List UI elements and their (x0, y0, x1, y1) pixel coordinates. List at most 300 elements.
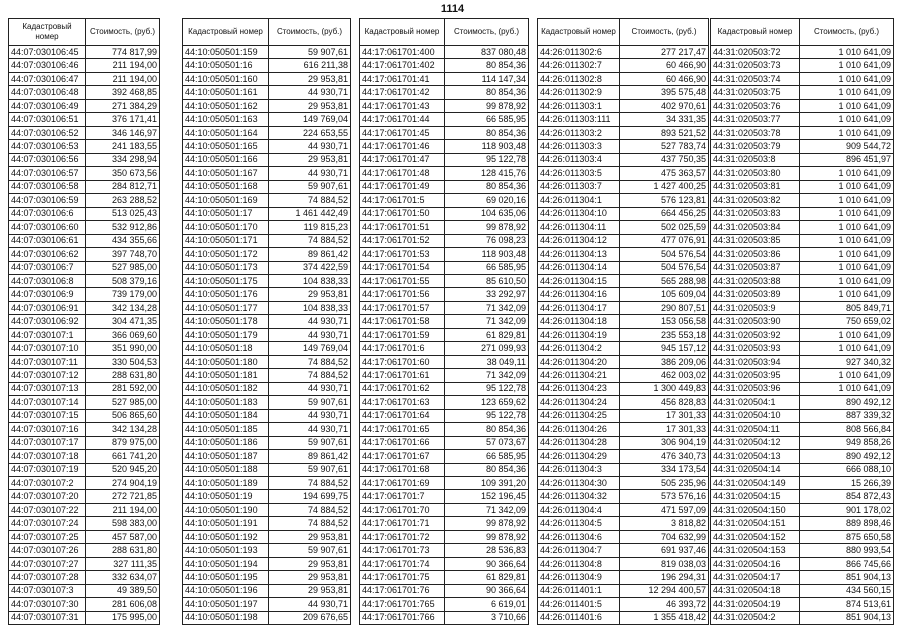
cadastral-number-cell: 44:07:030107:3 (9, 584, 86, 597)
cost-cell: 95 122,78 (445, 153, 529, 166)
cost-cell: 750 659,02 (800, 315, 894, 328)
cadastral-number-cell: 44:10:050501:197 (183, 598, 269, 611)
cadastral-number-cell: 44:17:061701:46 (360, 140, 445, 153)
header-cost: Стоимость, (руб.) (620, 19, 709, 46)
cadastral-number-cell: 44:31:020503:73 (711, 59, 800, 72)
cadastral-number-cell: 44:26:011304:6 (538, 530, 620, 543)
cadastral-number-cell: 44:31:020503:74 (711, 72, 800, 85)
table-row (711, 490, 894, 503)
cadastral-number-cell: 44:07:030107:18 (9, 450, 86, 463)
cost-cell: 527 985,00 (86, 396, 160, 409)
cost-cell: 477 076,91 (620, 234, 709, 247)
cadastral-number-cell: 44:17:061701:68 (360, 463, 445, 476)
table-row (711, 207, 894, 220)
cadastral-number-cell: 44:10:050501:167 (183, 167, 269, 180)
cadastral-number-cell: 44:07:030106:57 (9, 167, 86, 180)
table-row (360, 423, 529, 436)
cadastral-number-cell: 44:07:030106:53 (9, 140, 86, 153)
cadastral-number-cell: 44:17:061701:66 (360, 436, 445, 449)
cost-cell: 274 904,19 (86, 477, 160, 490)
cadastral-number-cell: 44:17:061701:55 (360, 274, 445, 287)
cadastral-number-cell: 44:31:020503:95 (711, 369, 800, 382)
table-row (711, 261, 894, 274)
cost-cell: 241 183,55 (86, 140, 160, 153)
cadastral-number-cell: 44:26:011304:24 (538, 396, 620, 409)
cost-cell: 350 673,56 (86, 167, 160, 180)
cost-cell: 80 854,36 (445, 180, 529, 193)
table-row (360, 167, 529, 180)
table-row (360, 86, 529, 99)
table-row (538, 450, 709, 463)
table-row (9, 59, 160, 72)
table-row (9, 288, 160, 301)
header-cadastral-number: Кадастровый номер (538, 19, 620, 46)
cost-cell: 74 884,52 (269, 355, 351, 368)
table-row (9, 477, 160, 490)
table-row (360, 59, 529, 72)
table-row (9, 180, 160, 193)
cadastral-number-cell: 44:26:011304:7 (538, 544, 620, 557)
cost-cell: 61 829,81 (445, 571, 529, 584)
cost-cell: 819 038,03 (620, 557, 709, 570)
table-row (9, 571, 160, 584)
table-header-row (360, 19, 529, 46)
cost-cell: 66 585,95 (445, 261, 529, 274)
table-row (9, 598, 160, 611)
table-row (183, 261, 351, 274)
cost-cell: 704 632,99 (620, 530, 709, 543)
table-row (711, 126, 894, 139)
cadastral-number-cell: 44:31:020503:83 (711, 207, 800, 220)
cost-cell: 945 157,12 (620, 342, 709, 355)
table-row (360, 463, 529, 476)
cost-cell: 3 818,82 (620, 517, 709, 530)
table-row (360, 598, 529, 611)
table-row (711, 517, 894, 530)
cost-cell: 306 904,19 (620, 436, 709, 449)
cadastral-number-cell: 44:07:030107:12 (9, 369, 86, 382)
cost-cell: 224 653,55 (269, 126, 351, 139)
cadastral-number-cell: 44:10:050501:181 (183, 369, 269, 382)
table-row (183, 221, 351, 234)
cadastral-number-cell: 44:17:061701:60 (360, 355, 445, 368)
table-row (538, 530, 709, 543)
cadastral-number-cell: 44:07:030107:14 (9, 396, 86, 409)
table-row (711, 584, 894, 597)
cadastral-number-cell: 44:07:030106:8 (9, 274, 86, 287)
table-row (711, 140, 894, 153)
cadastral-number-cell: 44:31:020504:15 (711, 490, 800, 503)
cost-cell: 211 194,00 (86, 503, 160, 516)
cost-cell: 281 592,00 (86, 382, 160, 395)
cadastral-number-cell: 44:10:050501:195 (183, 571, 269, 584)
cadastral-number-cell: 44:07:030106:60 (9, 221, 86, 234)
table-row (538, 355, 709, 368)
header-cost: Стоимость, (руб.) (269, 19, 351, 46)
cost-cell: 99 878,92 (445, 530, 529, 543)
cadastral-number-cell: 44:31:020504:13 (711, 450, 800, 463)
table-row (360, 153, 529, 166)
cadastral-number-cell: 44:07:030106:59 (9, 194, 86, 207)
cost-cell: 1 427 400,25 (620, 180, 709, 193)
cost-cell: 887 339,32 (800, 409, 894, 422)
cost-cell: 327 111,35 (86, 557, 160, 570)
table-row (360, 571, 529, 584)
cadastral-number-cell: 44:17:061701:6 (360, 342, 445, 355)
table-row (9, 328, 160, 341)
cadastral-number-cell: 44:17:061701:53 (360, 248, 445, 261)
cadastral-number-cell: 44:26:011304:16 (538, 288, 620, 301)
cost-cell: 332 634,07 (86, 571, 160, 584)
cost-cell: 774 817,99 (86, 46, 160, 59)
table-row (711, 436, 894, 449)
cadastral-number-cell: 44:10:050501:193 (183, 544, 269, 557)
table-row (9, 396, 160, 409)
cadastral-number-cell: 44:17:061701:62 (360, 382, 445, 395)
cadastral-number-cell: 44:17:061701:41 (360, 72, 445, 85)
cadastral-number-cell: 44:17:061701:42 (360, 86, 445, 99)
cost-cell: 80 854,36 (445, 126, 529, 139)
cadastral-number-cell: 44:31:020504:10 (711, 409, 800, 422)
cost-cell: 194 699,75 (269, 490, 351, 503)
cadastral-number-cell: 44:26:011302:6 (538, 46, 620, 59)
cadastral-number-cell: 44:10:050501:176 (183, 288, 269, 301)
cost-cell: 527 783,74 (620, 140, 709, 153)
table-row (183, 503, 351, 516)
cadastral-number-cell: 44:17:061701:45 (360, 126, 445, 139)
cost-cell: 44 930,71 (269, 167, 351, 180)
cadastral-number-cell: 44:07:030107:25 (9, 530, 86, 543)
table-row (538, 59, 709, 72)
cost-cell: 277 217,47 (620, 46, 709, 59)
table-row (711, 234, 894, 247)
table-row (183, 396, 351, 409)
cadastral-number-cell: 44:17:061701:7 (360, 490, 445, 503)
cost-cell: 44 930,71 (269, 328, 351, 341)
table-row (183, 342, 351, 355)
cadastral-number-cell: 44:26:011302:9 (538, 86, 620, 99)
cadastral-number-cell: 44:31:020503:85 (711, 234, 800, 247)
cadastral-number-cell: 44:26:011304:21 (538, 369, 620, 382)
table-row (183, 557, 351, 570)
table-row (183, 140, 351, 153)
cost-cell: 44 930,71 (269, 382, 351, 395)
cadastral-number-cell: 44:10:050501:18 (183, 342, 269, 355)
cost-cell: 334 173,54 (620, 463, 709, 476)
table-row (538, 140, 709, 153)
table-row (360, 301, 529, 314)
cadastral-number-cell: 44:26:011304:5 (538, 517, 620, 530)
cadastral-number-cell: 44:31:020503:88 (711, 274, 800, 287)
cost-cell: 456 828,83 (620, 396, 709, 409)
cadastral-number-cell: 44:10:050501:190 (183, 503, 269, 516)
table-row (9, 503, 160, 516)
cadastral-number-cell: 44:10:050501:194 (183, 557, 269, 570)
table-header-row (183, 19, 351, 46)
table-row (183, 99, 351, 112)
table-row (360, 180, 529, 193)
cost-cell: 128 415,76 (445, 167, 529, 180)
cadastral-number-cell: 44:07:030107:26 (9, 544, 86, 557)
table-row (538, 517, 709, 530)
cadastral-number-cell: 44:17:061701:63 (360, 396, 445, 409)
table-row (9, 248, 160, 261)
cadastral-number-cell: 44:26:011304:25 (538, 409, 620, 422)
cadastral-number-cell: 44:31:020503:72 (711, 46, 800, 59)
table-row (711, 557, 894, 570)
cost-cell: 152 196,45 (445, 490, 529, 503)
table-row (183, 477, 351, 490)
table-row (183, 153, 351, 166)
cadastral-number-cell: 44:17:061701:56 (360, 288, 445, 301)
cadastral-number-cell: 44:17:061701:73 (360, 544, 445, 557)
table-row (360, 288, 529, 301)
table-row (538, 423, 709, 436)
cost-cell: 342 134,28 (86, 301, 160, 314)
cost-cell: 29 953,81 (269, 557, 351, 570)
cost-cell: 397 748,70 (86, 248, 160, 261)
table-row (9, 463, 160, 476)
cadastral-number-cell: 44:10:050501:182 (183, 382, 269, 395)
table-row (538, 274, 709, 287)
table-row (360, 369, 529, 382)
cadastral-number-cell: 44:26:011304:4 (538, 503, 620, 516)
table-row (9, 355, 160, 368)
table-row (711, 423, 894, 436)
cadastral-number-cell: 44:17:061701:49 (360, 180, 445, 193)
cost-cell: 304 471,35 (86, 315, 160, 328)
table-row (711, 328, 894, 341)
table-row (9, 72, 160, 85)
table-row (360, 530, 529, 543)
cadastral-number-cell: 44:26:011304:10 (538, 207, 620, 220)
table-row (183, 207, 351, 220)
cost-cell: 288 631,80 (86, 369, 160, 382)
cadastral-number-cell: 44:07:030107:27 (9, 557, 86, 570)
cadastral-number-cell: 44:31:020504:11 (711, 423, 800, 436)
cadastral-number-cell: 44:17:061701:61 (360, 369, 445, 382)
cadastral-number-cell: 44:26:011304:8 (538, 557, 620, 570)
table-row (711, 72, 894, 85)
cost-cell: 386 209,06 (620, 355, 709, 368)
cadastral-number-cell: 44:31:020503:96 (711, 382, 800, 395)
table-row (9, 234, 160, 247)
cost-cell: 376 171,41 (86, 113, 160, 126)
cost-cell: 598 383,00 (86, 517, 160, 530)
cadastral-number-cell: 44:10:050501:160 (183, 72, 269, 85)
cadastral-number-cell: 44:10:050501:166 (183, 153, 269, 166)
cadastral-number-cell: 44:26:011302:8 (538, 72, 620, 85)
cadastral-number-cell: 44:07:030106:61 (9, 234, 86, 247)
table-row (711, 544, 894, 557)
cadastral-number-cell: 44:10:050501:168 (183, 180, 269, 193)
cost-cell: 76 098,23 (445, 234, 529, 247)
table-row (183, 301, 351, 314)
cost-cell: 1 010 641,09 (800, 207, 894, 220)
cost-cell: 118 903,48 (445, 140, 529, 153)
cost-cell: 1 010 641,09 (800, 369, 894, 382)
table-row (9, 126, 160, 139)
table-row (183, 409, 351, 422)
cost-cell: 118 903,48 (445, 248, 529, 261)
cost-cell: 1 010 641,09 (800, 59, 894, 72)
cadastral-number-cell: 44:17:061701:74 (360, 557, 445, 570)
cost-cell: 71 342,09 (445, 301, 529, 314)
table-row (538, 463, 709, 476)
table-row (711, 530, 894, 543)
cadastral-number-cell: 44:17:061701:48 (360, 167, 445, 180)
table-row (711, 113, 894, 126)
cadastral-number-cell: 44:17:061701:43 (360, 99, 445, 112)
cadastral-number-cell: 44:10:050501:184 (183, 409, 269, 422)
table-row (711, 46, 894, 59)
cadastral-number-cell: 44:26:011304:11 (538, 221, 620, 234)
cadastral-number-cell: 44:26:011303:3 (538, 140, 620, 153)
cadastral-number-cell: 44:17:061701:65 (360, 423, 445, 436)
cost-cell: 89 861,42 (269, 248, 351, 261)
cost-cell: 504 576,54 (620, 261, 709, 274)
cost-cell: 29 953,81 (269, 288, 351, 301)
table-row (9, 382, 160, 395)
cadastral-number-cell: 44:31:020503:75 (711, 86, 800, 99)
cadastral-number-cell: 44:26:011304:32 (538, 490, 620, 503)
cost-cell: 29 953,81 (269, 571, 351, 584)
cost-cell: 99 878,92 (445, 99, 529, 112)
cost-cell: 576 123,81 (620, 194, 709, 207)
table-row (183, 517, 351, 530)
cadastral-number-cell: 44:17:061701:71 (360, 517, 445, 530)
table-row (183, 611, 351, 624)
cadastral-number-cell: 44:31:020504:2 (711, 611, 800, 624)
cost-cell: 6 619,01 (445, 598, 529, 611)
cost-cell: 661 741,20 (86, 450, 160, 463)
cadastral-number-cell: 44:31:020503:8 (711, 153, 800, 166)
cost-cell: 109 391,20 (445, 477, 529, 490)
cadastral-number-cell: 44:31:020504:150 (711, 503, 800, 516)
cadastral-number-cell: 44:10:050501:163 (183, 113, 269, 126)
table-row (538, 126, 709, 139)
cost-cell: 85 610,50 (445, 274, 529, 287)
cadastral-number-cell: 44:10:050501:19 (183, 490, 269, 503)
cost-cell: 29 953,81 (269, 99, 351, 112)
cost-cell: 104 838,33 (269, 301, 351, 314)
cost-cell: 211 194,00 (86, 59, 160, 72)
cost-cell: 209 676,65 (269, 611, 351, 624)
cadastral-number-cell: 44:26:011304:23 (538, 382, 620, 395)
cost-cell: 808 566,84 (800, 423, 894, 436)
cost-cell: 290 807,51 (620, 301, 709, 314)
cost-cell: 893 521,52 (620, 126, 709, 139)
cost-cell: 565 288,98 (620, 274, 709, 287)
cadastral-number-cell: 44:17:061701:57 (360, 301, 445, 314)
cost-cell: 739 179,00 (86, 288, 160, 301)
cadastral-number-cell: 44:10:050501:191 (183, 517, 269, 530)
cadastral-number-cell: 44:10:050501:196 (183, 584, 269, 597)
table-row (183, 598, 351, 611)
cost-cell: 351 990,00 (86, 342, 160, 355)
table-row (183, 46, 351, 59)
table-row (711, 598, 894, 611)
table-row (9, 86, 160, 99)
cost-cell: 505 235,96 (620, 477, 709, 490)
cadastral-number-cell: 44:07:030107:20 (9, 490, 86, 503)
table-row (711, 221, 894, 234)
table-row (538, 86, 709, 99)
cost-cell: 392 468,85 (86, 86, 160, 99)
cadastral-number-cell: 44:31:020504:12 (711, 436, 800, 449)
cost-cell: 402 970,61 (620, 99, 709, 112)
cost-cell: 271 384,29 (86, 99, 160, 112)
table-row (538, 490, 709, 503)
cadastral-number-cell: 44:31:020503:79 (711, 140, 800, 153)
cadastral-number-cell: 44:26:011303:4 (538, 153, 620, 166)
table-row (711, 301, 894, 314)
cost-cell: 69 020,16 (445, 194, 529, 207)
cost-cell: 502 025,59 (620, 221, 709, 234)
cadastral-number-cell: 44:17:061701:69 (360, 477, 445, 490)
cost-cell: 119 815,23 (269, 221, 351, 234)
cadastral-number-cell: 44:26:011304:14 (538, 261, 620, 274)
cost-cell: 395 575,48 (620, 86, 709, 99)
cost-cell: 890 492,12 (800, 396, 894, 409)
cadastral-number-cell: 44:31:020503:81 (711, 180, 800, 193)
cost-cell: 71 342,09 (445, 369, 529, 382)
cost-cell: 1 355 418,42 (620, 611, 709, 624)
cost-cell: 666 088,10 (800, 463, 894, 476)
table-row (9, 221, 160, 234)
cost-cell: 104 635,06 (445, 207, 529, 220)
cost-cell: 854 872,43 (800, 490, 894, 503)
cost-cell: 1 010 641,09 (800, 221, 894, 234)
table-header-row (711, 19, 894, 46)
cadastral-number-cell: 44:26:011304:9 (538, 571, 620, 584)
table-row (360, 503, 529, 516)
cost-cell: 874 513,61 (800, 598, 894, 611)
cost-cell: 896 451,97 (800, 153, 894, 166)
cadastral-number-cell: 44:10:050501:185 (183, 423, 269, 436)
cost-cell: 890 492,12 (800, 450, 894, 463)
cadastral-number-cell: 44:10:050501:183 (183, 396, 269, 409)
cadastral-number-cell: 44:26:011303:7 (538, 180, 620, 193)
cost-cell: 175 995,00 (86, 611, 160, 624)
cost-cell: 851 904,13 (800, 571, 894, 584)
table-row (538, 46, 709, 59)
cost-cell: 38 049,11 (445, 355, 529, 368)
cadastral-number-cell: 44:10:050501:165 (183, 140, 269, 153)
cadastral-number-cell: 44:10:050501:189 (183, 477, 269, 490)
cadastral-table-5 (710, 18, 894, 625)
cost-cell: 80 854,36 (445, 463, 529, 476)
cadastral-number-cell: 44:07:030107:10 (9, 342, 86, 355)
cost-cell: 29 953,81 (269, 530, 351, 543)
cost-cell: 879 975,00 (86, 436, 160, 449)
table-row (538, 328, 709, 341)
table-row (711, 180, 894, 193)
table-row (183, 355, 351, 368)
header-cadastral-number: Кадастровый номер (711, 19, 800, 46)
cadastral-number-cell: 44:07:030106:9 (9, 288, 86, 301)
table-row (183, 328, 351, 341)
cadastral-number-cell: 44:31:020503:84 (711, 221, 800, 234)
cost-cell: 366 069,60 (86, 328, 160, 341)
cadastral-number-cell: 44:17:061701:54 (360, 261, 445, 274)
cadastral-number-cell: 44:26:011304:26 (538, 423, 620, 436)
cost-cell: 504 576,54 (620, 248, 709, 261)
cost-cell: 74 884,52 (269, 517, 351, 530)
table-row (183, 180, 351, 193)
cost-cell: 664 456,25 (620, 207, 709, 220)
cost-cell: 513 025,43 (86, 207, 160, 220)
